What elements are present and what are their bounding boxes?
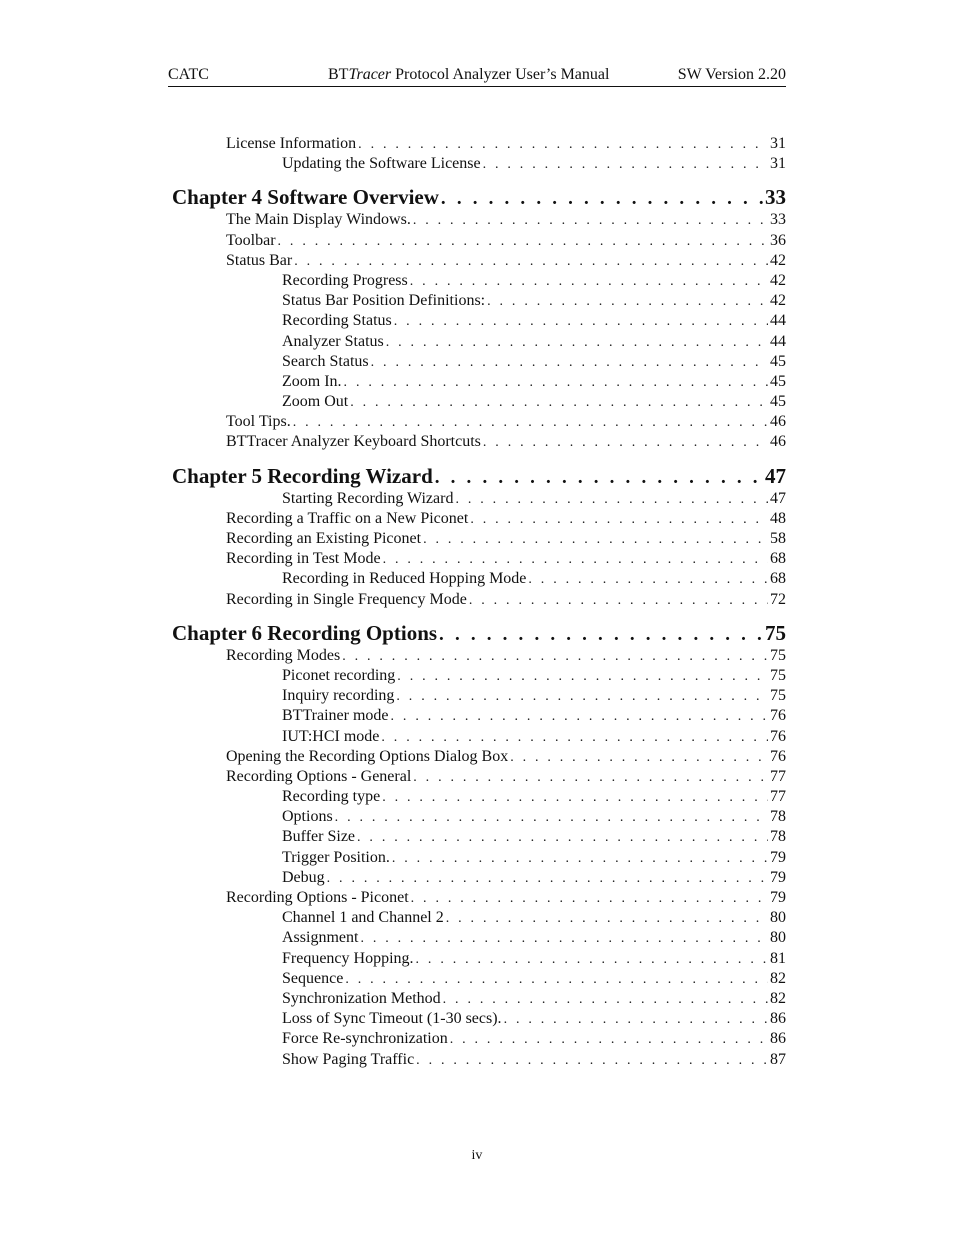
leader-dots [423, 530, 768, 549]
toc-entry[interactable] [168, 1050, 786, 1070]
leader-dots [455, 490, 768, 509]
toc-entry[interactable] [168, 949, 786, 969]
leader-dots [411, 889, 768, 908]
toc-entry-title: Zoom In. [282, 372, 344, 392]
toc-entry[interactable] [168, 311, 786, 331]
toc-entry-title: Starting Recording Wizard [282, 489, 455, 509]
leader-dots [439, 622, 763, 646]
toc-entry[interactable] [168, 231, 786, 251]
header-version: SW Version 2.20 [677, 66, 786, 83]
toc-entry-title: Analyzer Status [282, 332, 386, 352]
toc-entry-title: Recording an Existing Piconet [226, 529, 423, 549]
toc-entry-page: 78 [768, 827, 786, 847]
toc-entry-page: 46 [768, 412, 786, 432]
toc-entry-title: Recording Modes [226, 646, 342, 666]
leader-dots [441, 186, 763, 210]
toc-chapter-entry[interactable] [168, 620, 786, 646]
leader-dots [483, 433, 768, 452]
leader-dots [443, 990, 768, 1009]
toc-entry-page: 42 [768, 271, 786, 291]
toc-entry-title: Recording Options - Piconet [226, 888, 411, 908]
toc-entry-page: 72 [768, 590, 786, 610]
toc-entry-title: Recording Options - General [226, 767, 413, 787]
toc-entry-title: Channel 1 and Channel 2 [282, 908, 446, 928]
toc-entry[interactable] [168, 432, 786, 452]
toc-entry-page: 31 [768, 154, 786, 174]
leader-dots [294, 252, 768, 271]
running-header [168, 64, 786, 87]
toc-entry[interactable] [168, 569, 786, 589]
toc-entry-page: 58 [768, 529, 786, 549]
leader-dots [357, 828, 768, 847]
toc-entry-title: The Main Display Windows. [226, 210, 413, 230]
leader-dots [360, 929, 768, 948]
toc-entry-title: Chapter 4 Software Overview [172, 185, 439, 210]
toc-entry-page: 75 [765, 620, 786, 645]
toc-entry-page: 86 [768, 1029, 786, 1049]
toc-entry-page: 79 [768, 888, 786, 908]
toc-entry-page: 33 [765, 185, 786, 210]
toc-entry[interactable] [168, 827, 786, 847]
toc-entry-title: License Information [226, 134, 358, 154]
toc-entry-title: IUT:HCI mode [282, 727, 381, 747]
toc-entry-title: Frequency Hopping. [282, 949, 416, 969]
toc-entry-page: 78 [768, 807, 786, 827]
toc-entry-page: 46 [768, 432, 786, 452]
toc-entry-page: 45 [768, 372, 786, 392]
leader-dots [391, 707, 768, 726]
toc-entry-title: Inquiry recording [282, 686, 396, 706]
leader-dots [528, 570, 768, 589]
toc-entry[interactable] [168, 1029, 786, 1049]
toc-entry-title: Recording a Traffic on a New Piconet [226, 509, 470, 529]
leader-dots [383, 550, 768, 569]
toc-entry-title: Sequence [282, 969, 345, 989]
toc-entry[interactable] [168, 271, 786, 291]
toc-entry[interactable] [168, 291, 786, 311]
leader-dots [483, 155, 768, 174]
toc-entry[interactable] [168, 989, 786, 1009]
leader-dots [450, 1030, 768, 1049]
toc-entry-page: 36 [768, 231, 786, 251]
toc-entry-title: Tool Tips. [226, 412, 293, 432]
toc-entry[interactable] [168, 747, 786, 767]
leader-dots [396, 687, 768, 706]
toc-entry-title: Piconet recording [282, 666, 397, 686]
toc-entry-title: Search Status [282, 352, 371, 372]
toc-entry[interactable] [168, 352, 786, 372]
toc-entry-page: 42 [768, 291, 786, 311]
toc-entry[interactable] [168, 210, 786, 230]
toc-entry[interactable] [168, 489, 786, 509]
toc-entry-title: Status Bar [226, 251, 294, 271]
toc-entry-page: 75 [768, 686, 786, 706]
toc-entry-title: Loss of Sync Timeout (1-30 secs). [282, 1009, 504, 1029]
toc-entry-title: Options [282, 807, 335, 827]
toc-entry-page: 44 [768, 332, 786, 352]
toc-chapter-entry[interactable] [168, 463, 786, 489]
toc-entry-page: 45 [768, 392, 786, 412]
toc-entry-title: Recording type [282, 787, 382, 807]
toc-entry[interactable] [168, 549, 786, 569]
toc-entry-page: 82 [768, 969, 786, 989]
toc-entry-title: Zoom Out [282, 392, 350, 412]
toc-entry-title: Opening the Recording Options Dialog Box [226, 747, 510, 767]
leader-dots [335, 808, 768, 827]
header-manual-title: BTTracer Protocol Analyzer User’s Manual [328, 66, 610, 83]
toc-entry-title: Recording in Single Frequency Mode [226, 590, 469, 610]
toc-entry[interactable] [168, 666, 786, 686]
leader-dots [293, 413, 768, 432]
leader-dots [397, 667, 768, 686]
leader-dots [392, 849, 768, 868]
toc-entry[interactable] [168, 332, 786, 352]
toc-entry-page: 48 [768, 509, 786, 529]
toc-entry-title: Recording Progress [282, 271, 410, 291]
table-of-contents [168, 134, 786, 1070]
toc-entry-title: Chapter 6 Recording Options [172, 620, 438, 645]
leader-dots [382, 788, 768, 807]
toc-entry[interactable] [168, 251, 786, 271]
toc-entry[interactable] [168, 706, 786, 726]
toc-chapter-entry[interactable] [168, 184, 786, 210]
leader-dots [386, 333, 768, 352]
toc-entry-page: 77 [768, 767, 786, 787]
toc-entry-title: Toolbar [226, 231, 278, 251]
toc-entry[interactable] [168, 727, 786, 747]
toc-entry-page: 44 [768, 311, 786, 331]
leader-dots [413, 211, 768, 230]
toc-entry-page: 81 [768, 949, 786, 969]
toc-entry-page: 68 [768, 569, 786, 589]
toc-entry-title: Recording in Reduced Hopping Mode [282, 569, 528, 589]
leader-dots [413, 768, 768, 787]
leader-dots [381, 728, 768, 747]
leader-dots [435, 465, 763, 489]
leader-dots [371, 353, 768, 372]
toc-entry[interactable] [168, 529, 786, 549]
leader-dots [342, 647, 768, 666]
toc-entry[interactable] [168, 908, 786, 928]
toc-entry[interactable] [168, 372, 786, 392]
leader-dots [358, 135, 768, 154]
toc-entry[interactable] [168, 848, 786, 868]
toc-entry[interactable] [168, 646, 786, 666]
toc-entry-page: 42 [768, 251, 786, 271]
toc-entry[interactable] [168, 134, 786, 154]
toc-entry-page: 82 [768, 989, 786, 1009]
toc-entry-page: 76 [768, 747, 786, 767]
toc-entry-title: Assignment [282, 928, 360, 948]
leader-dots [504, 1010, 768, 1029]
toc-entry-page: 76 [768, 706, 786, 726]
toc-entry-title: Show Paging Traffic [282, 1050, 416, 1070]
toc-entry-page: 47 [765, 463, 786, 488]
leader-dots [344, 373, 768, 392]
toc-entry-title: Chapter 5 Recording Wizard [172, 463, 433, 488]
toc-entry-title: Force Re-synchronization [282, 1029, 450, 1049]
toc-entry[interactable] [168, 767, 786, 787]
toc-entry-page: 79 [768, 848, 786, 868]
toc-entry[interactable] [168, 1009, 786, 1029]
toc-entry-title: Buffer Size [282, 827, 357, 847]
toc-entry-page: 75 [768, 646, 786, 666]
toc-entry-page: 75 [768, 666, 786, 686]
toc-entry-title: Trigger Position. [282, 848, 392, 868]
toc-entry-page: 80 [768, 908, 786, 928]
toc-entry-title: Status Bar Position Definitions: [282, 291, 487, 311]
leader-dots [410, 272, 768, 291]
leader-dots [350, 393, 768, 412]
toc-entry[interactable] [168, 888, 786, 908]
toc-entry-title: Updating the Software License [282, 154, 483, 174]
header-company: CATC [168, 66, 209, 83]
toc-entry-page: 31 [768, 134, 786, 154]
leader-dots [345, 970, 768, 989]
toc-entry-title: Debug [282, 868, 327, 888]
toc-entry[interactable] [168, 392, 786, 412]
toc-entry-page: 68 [768, 549, 786, 569]
leader-dots [487, 292, 768, 311]
toc-entry[interactable] [168, 868, 786, 888]
toc-entry[interactable] [168, 412, 786, 432]
toc-entry-page: 87 [768, 1050, 786, 1070]
toc-entry-title: Synchronization Method [282, 989, 443, 1009]
toc-entry-page: 80 [768, 928, 786, 948]
toc-entry-title: Recording in Test Mode [226, 549, 383, 569]
toc-entry[interactable] [168, 154, 786, 174]
toc-entry[interactable] [168, 787, 786, 807]
toc-entry-title: Recording Status [282, 311, 394, 331]
toc-entry-page: 33 [768, 210, 786, 230]
toc-entry-page: 45 [768, 352, 786, 372]
toc-entry[interactable] [168, 509, 786, 529]
leader-dots [327, 869, 768, 888]
leader-dots [446, 909, 768, 928]
toc-entry-title: BTTrainer mode [282, 706, 391, 726]
leader-dots [416, 1051, 768, 1070]
leader-dots [510, 748, 768, 767]
toc-entry-title: BTTracer Analyzer Keyboard Shortcuts [226, 432, 483, 452]
toc-entry[interactable] [168, 807, 786, 827]
toc-entry[interactable] [168, 590, 786, 610]
leader-dots [469, 591, 768, 610]
leader-dots [416, 950, 768, 969]
toc-entry[interactable] [168, 686, 786, 706]
page-number: iv [471, 1148, 483, 1163]
toc-entry[interactable] [168, 928, 786, 948]
toc-entry[interactable] [168, 969, 786, 989]
leader-dots [278, 232, 768, 251]
toc-entry-page: 86 [768, 1009, 786, 1029]
leader-dots [394, 312, 768, 331]
toc-entry-page: 79 [768, 868, 786, 888]
toc-entry-page: 77 [768, 787, 786, 807]
leader-dots [470, 510, 768, 529]
toc-entry-page: 76 [768, 727, 786, 747]
toc-entry-page: 47 [768, 489, 786, 509]
